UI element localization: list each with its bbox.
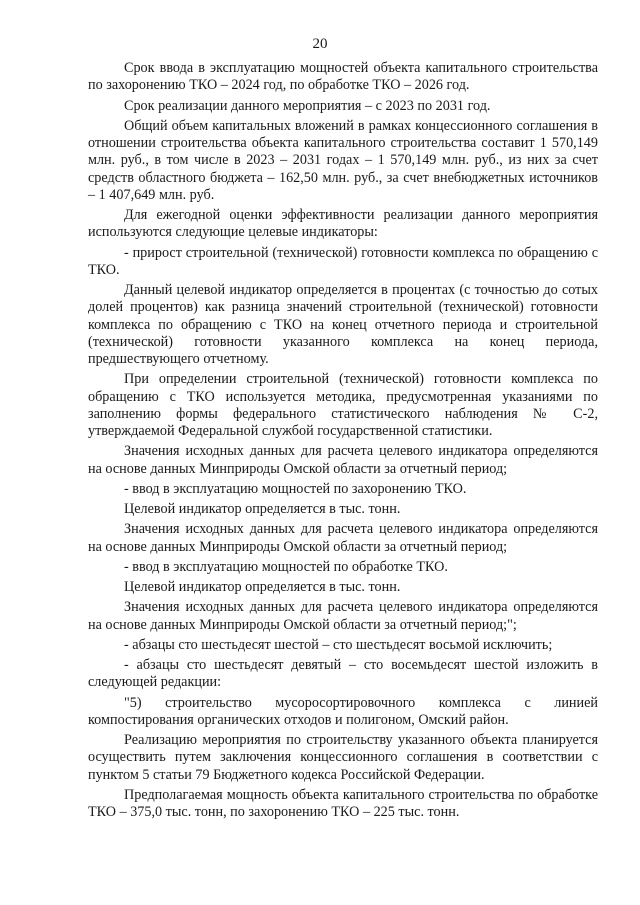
paragraph: При определении строительной (технической) готовности комплекса по обращению с ТКО используется методика, предусмотренная указаниями по заполнению формы федерального статистического наблюдения № С-2, утверждаемой Федеральной службой государственной статистики. xyxy=(88,371,598,439)
list-item: - ввод в эксплуатацию мощностей по обработке ТКО. xyxy=(124,558,448,575)
paragraph: "5) строительство мусоросортировочного комплекса с линией компостирования органических отходов и полигоном, Омский район. xyxy=(88,694,598,728)
list-item: - абзацы сто шестьдесят девятый – сто восемьдесят шестой изложить в следующей редакции: xyxy=(88,657,598,691)
paragraph: Значения исходных данных для расчета целевого индикатора определяются на основе данных Минприроды Омской области за отчетный период; xyxy=(88,443,598,477)
paragraph: Целевой индикатор определяется в тыс. тонн. xyxy=(124,579,401,595)
paragraph: Данный целевой индикатор определяется в процентах (с точностью до сотых долей процентов) как разница значений строительной (технической) готовности комплекса по обращению с ТКО на конец отчетного периода и строительной (технической) готовности указанного комплекса на конец периода, предшествующего отчетному. xyxy=(88,282,598,367)
paragraph: Целевой индикатор определяется в тыс. тонн. xyxy=(124,501,401,517)
paragraph: Общий объем капитальных вложений в рамках концессионного соглашения в отношении строительства объекта капитального строительства составит 1 570,149 млн. руб., в том числе в 2023 – 2031 годах – 1 570,149 млн. руб., из них за счет средств областного бюджета – 162,50 млн. руб., за счет внебюджетных источников – 1 407,649 млн. руб. xyxy=(88,117,598,203)
body-text xyxy=(88,60,598,824)
page-number: 20 xyxy=(312,36,328,52)
paragraph: Предполагаемая мощность объекта капитального строительства по обработке ТКО – 375,0 тыс. тонн, по захоронению ТКО – 225 тыс. тонн. xyxy=(88,786,598,820)
list-item: - ввод в эксплуатацию мощностей по захоронению ТКО. xyxy=(124,480,467,497)
paragraph: Значения исходных данных для расчета целевого индикатора определяются на основе данных Минприроды Омской области за отчетный период; xyxy=(88,521,598,555)
paragraph: Для ежегодной оценки эффективности реализации данного мероприятия используются следующие целевые индикаторы: xyxy=(88,207,598,241)
paragraph: Срок ввода в эксплуатацию мощностей объекта капитального строительства по захоронению ТКО – 2024 год, по обработке ТКО – 2026 год. xyxy=(88,60,598,94)
paragraph: Значения исходных данных для расчета целевого индикатора определяются на основе данных Минприроды Омской области за отчетный период;"; xyxy=(88,599,598,633)
list-item: - абзацы сто шестьдесят шестой – сто шестьдесят восьмой исключить; xyxy=(124,636,553,653)
paragraph: Срок реализации данного мероприятия – с 2023 по 2031 год. xyxy=(124,97,491,114)
list-item: - прирост строительной (технической) готовности комплекса по обращению с ТКО. xyxy=(88,244,598,278)
paragraph: Реализацию мероприятия по строительству указанного объекта планируется осуществить путем заключения концессионного соглашения в соответствии с пунктом 5 статьи 79 Бюджетного кодекса Российской Федерации. xyxy=(88,732,598,783)
